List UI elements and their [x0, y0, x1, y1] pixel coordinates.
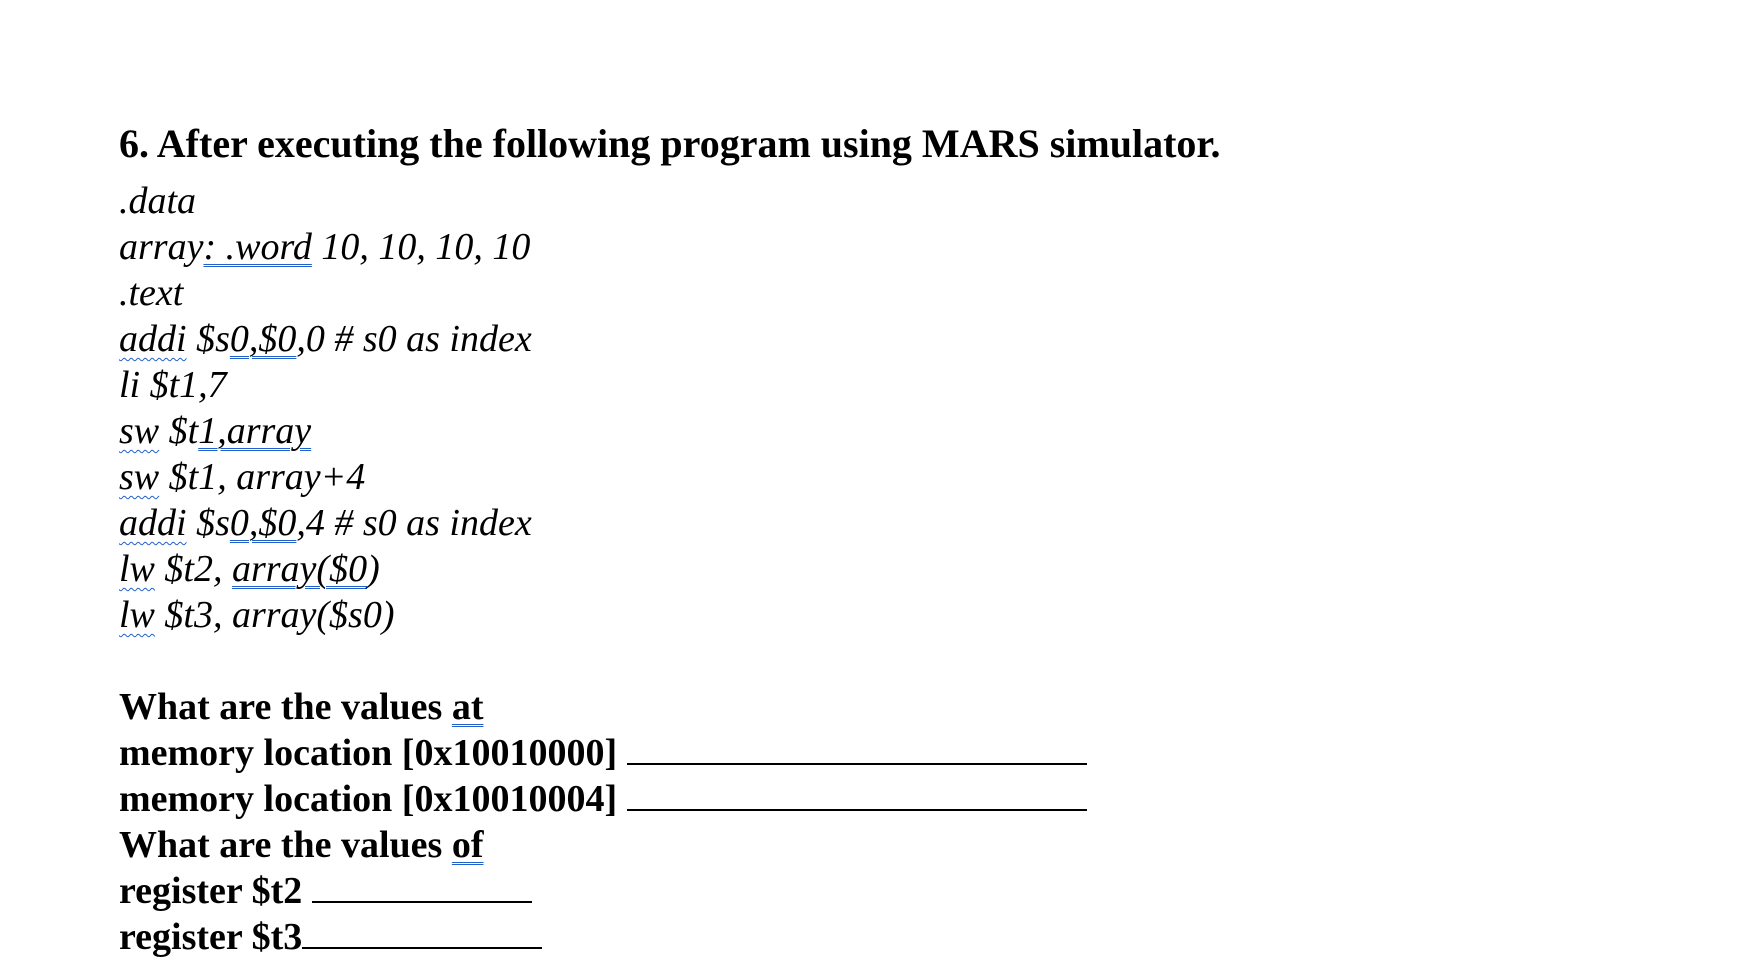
grammar-mark: at — [451, 686, 484, 728]
code-line-addi-2: addi $s0,$0,4 # s0 as index — [119, 502, 532, 544]
spell-mark: lw — [119, 548, 155, 590]
code-line-lw-2: lw $t3, array($s0) — [119, 594, 395, 636]
spell-mark: : .word — [203, 226, 312, 268]
prompt-memory-2: memory location [0x10010004] — [119, 776, 1087, 822]
code-line-data: .data — [119, 180, 197, 222]
prompt-register-t2: register $t2 — [119, 868, 1087, 914]
code-block — [119, 178, 532, 638]
grammar-mark: of — [451, 824, 484, 866]
grammar-mark: 1,array — [198, 410, 312, 452]
answer-blank-memory-1[interactable] — [627, 733, 1087, 765]
grammar-mark: 0,$0 — [229, 502, 297, 544]
code-line-lw-1: lw $t2, array($0) — [119, 548, 380, 590]
code-line-array: array: .word 10, 10, 10, 10 — [119, 226, 531, 268]
grammar-mark: 0,$0 — [229, 318, 297, 360]
spell-mark: sw — [119, 456, 160, 498]
question-number: 6. — [119, 121, 149, 166]
answer-blank-t3[interactable] — [302, 917, 542, 949]
question-title: After executing the following program using MARS simulator. — [156, 121, 1221, 166]
spell-mark: addi — [119, 502, 187, 544]
spell-mark: sw — [119, 410, 160, 452]
code-line-addi-1: addi $s0,$0,0 # s0 as index — [119, 318, 532, 360]
prompt-values-at: What are the values at — [119, 686, 484, 728]
code-line-sw-2: sw $t1, array+4 — [119, 456, 366, 498]
prompt-values-of: What are the values of — [119, 824, 484, 866]
code-line-sw-1: sw $t1,array — [119, 410, 312, 452]
prompt-register-t3: register $t3 — [119, 914, 1087, 960]
code-line-li: li $t1,7 — [119, 364, 227, 406]
answer-blank-t2[interactable] — [312, 871, 532, 903]
spell-mark: addi — [119, 318, 187, 360]
question-heading — [119, 121, 1221, 166]
prompt-memory-1: memory location [0x10010000] — [119, 730, 1087, 776]
spell-mark: lw — [119, 594, 155, 636]
answer-blank-memory-2[interactable] — [627, 779, 1087, 811]
answer-prompts — [119, 684, 1087, 960]
code-line-text: .text — [119, 272, 184, 314]
grammar-mark: array($0 — [231, 548, 368, 590]
